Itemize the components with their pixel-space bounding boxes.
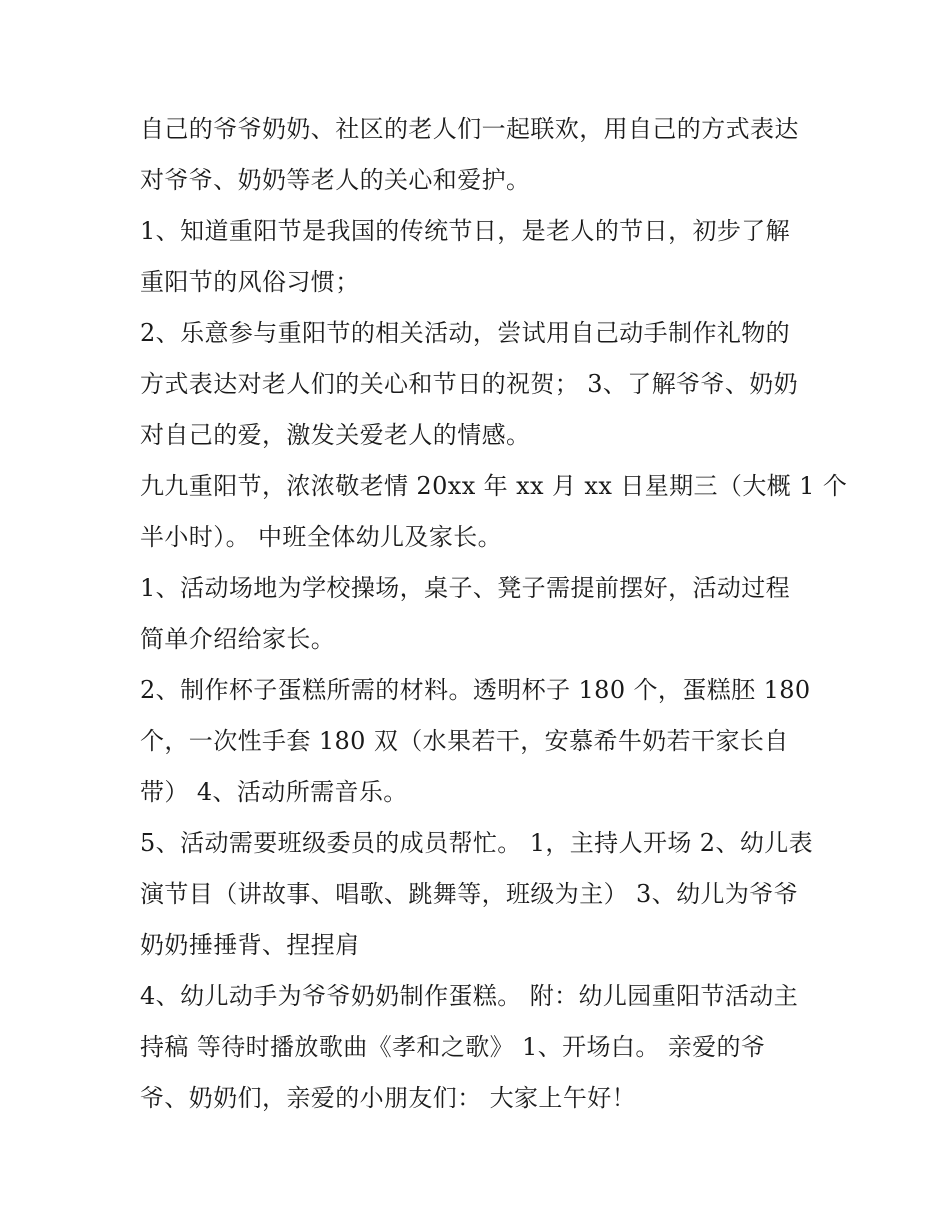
text-line-19: 持稿 等待时播放歌曲《孝和之歌》 1、开场白。 亲爱的爷 [140,1033,766,1061]
document-body [140,104,848,1124]
text-line-17: 奶奶捶捶背、捏捏肩 [140,931,360,959]
text-line-12: 2、制作杯子蛋糕所需的材料。透明杯子 180 个，蛋糕胚 180 [140,676,811,704]
text-line-10: 1、活动场地为学校操场，桌子、凳子需提前摆好，活动过程 [140,574,791,602]
text-line-16: 演节目（讲故事、唱歌、跳舞等，班级为主） 3、幼儿为爷爷 [140,880,799,908]
text-line-7: 对自己的爱，激发关爱老人的情感。 [140,421,531,449]
text-line-1: 自己的爷爷奶奶、社区的老人们一起联欢，用自己的方式表达 [140,115,799,143]
text-line-14: 带） 4、活动所需音乐。 [140,778,408,806]
text-line-6: 方式表达对老人们的关心和节日的祝贺； 3、了解爷爷、奶奶 [140,370,799,398]
text-line-8: 九九重阳节，浓浓敬老情 20xx 年 xx 月 xx 日星期三（大概 1 个 [140,472,848,500]
text-line-9: 半小时）。 中班全体幼儿及家长。 [140,523,503,551]
text-line-15: 5、活动需要班级委员的成员帮忙。 1，主持人开场 2、幼儿表 [140,829,814,857]
text-line-2: 对爷爷、奶奶等老人的关心和爱护。 [140,166,531,194]
text-line-4: 重阳节的风俗习惯； [140,268,360,296]
text-line-18: 4、幼儿动手为爷爷奶奶制作蛋糕。 附：幼儿园重阳节活动主 [140,982,799,1010]
text-line-13: 个，一次性手套 180 双（水果若干，安慕希牛奶若干家长自 [140,727,789,755]
text-line-11: 简单介绍给家长。 [140,625,336,653]
text-line-20: 爷、奶奶们，亲爱的小朋友们： 大家上午好！ [140,1084,637,1112]
text-line-5: 2、乐意参与重阳节的相关活动，尝试用自己动手制作礼物的 [140,319,791,347]
text-line-3: 1、知道重阳节是我国的传统节日，是老人的节日，初步了解 [140,217,791,245]
